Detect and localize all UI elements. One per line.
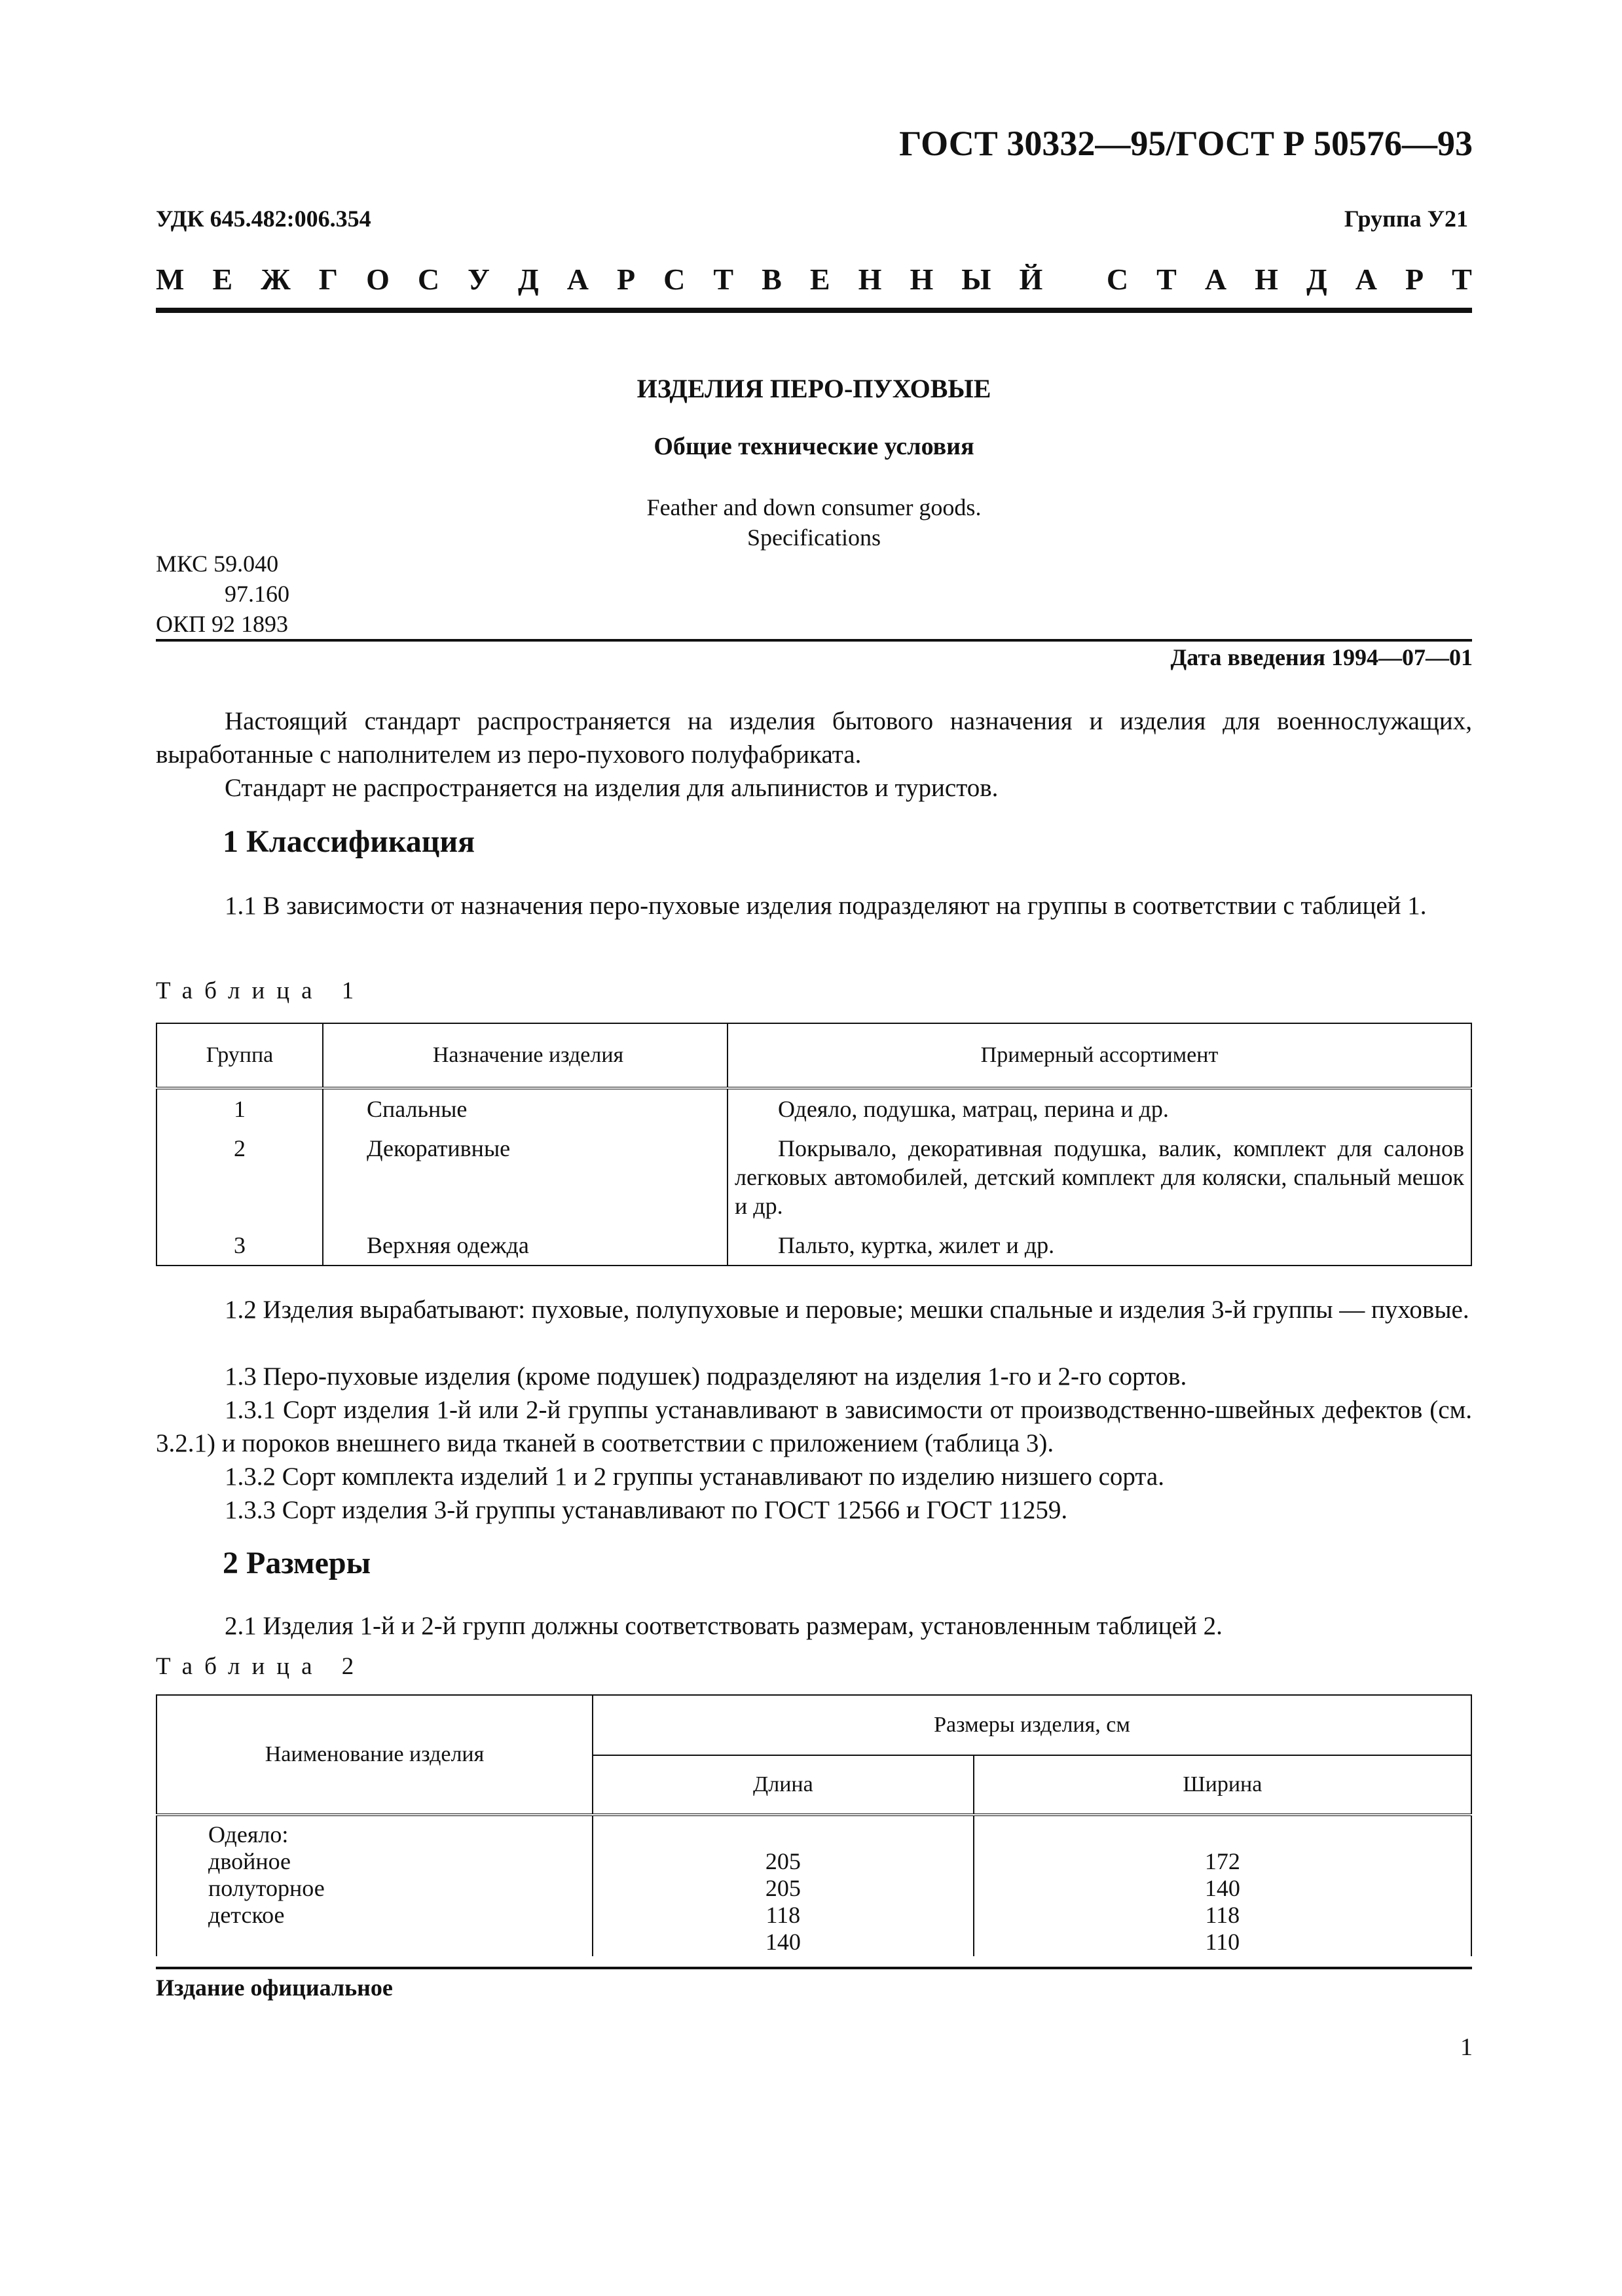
width-value: 110: [1205, 1929, 1240, 1955]
mks-code: 97.160: [225, 581, 289, 607]
banner-rule: [156, 308, 1472, 313]
table-header-cell: Длина: [593, 1755, 974, 1815]
paragraph-1-3-1: 1.3.1 Сорт изделия 1-й или 2-й группы устанавливают в зависимости от производственно-швейных дефектов (см. 3.2.1) и пороков внешнего вида тканей в соответствии с приложением (таблица 3).: [156, 1396, 1472, 1457]
group-code: Группа У21: [1344, 206, 1468, 232]
banner-letter: Т: [713, 263, 734, 296]
paragraph-1-3: 1.3 Перо-пуховые изделия (кроме подушек) подразделяют на изделия 1-го и 2-го сортов.: [225, 1362, 1187, 1391]
banner-letter: С: [417, 263, 440, 296]
banner-letter: Й: [1019, 263, 1043, 296]
table-cell: Одеяло, подушка, матрац, перина и др.: [728, 1088, 1471, 1129]
width-value: 172: [1204, 1848, 1240, 1874]
udk-code: УДК 645.482:006.354: [156, 206, 371, 232]
banner-letter: Е: [809, 263, 830, 296]
table-row: [157, 1088, 1471, 1129]
table-header-row: [157, 1695, 1471, 1755]
item-name: двойное: [208, 1848, 291, 1874]
width-value: [975, 1821, 1470, 1848]
banner-letter: Ы: [961, 263, 991, 296]
length-value: 205: [765, 1848, 801, 1874]
table-cell: Декоративные: [323, 1129, 728, 1226]
banner-letter: А: [1355, 263, 1377, 296]
item-name: полуторное: [208, 1875, 325, 1901]
table-cell: Верхняя одежда: [323, 1226, 728, 1266]
banner-letter: Т: [1156, 263, 1177, 296]
table-header-cell: Наименование изделия: [157, 1695, 593, 1815]
table-label: Таблица 2: [156, 1653, 366, 1680]
banner-letter: Р: [616, 263, 636, 296]
page-number: 1: [1460, 2033, 1473, 2061]
table-header-cell: Размеры изделия, см: [593, 1695, 1471, 1755]
length-value: 140: [765, 1929, 801, 1955]
intro-paragraph: Стандарт не распространяется на изделия для альпинистов и туристов.: [225, 774, 999, 802]
banner-letter: Н: [910, 263, 934, 296]
banner-letter: Ж: [261, 263, 291, 296]
length-value: 118: [765, 1902, 801, 1928]
table-cell: [157, 1815, 593, 1956]
width-value: 118: [1205, 1902, 1240, 1928]
section-heading: 1 Классификация: [223, 824, 475, 859]
table-row: [157, 1815, 1471, 1956]
intro-paragraph: Настоящий стандарт распространяется на изделия бытового назначения и изделия для военнослужащих, выработанные с наполнителем из перо-пухового полуфабриката.: [156, 707, 1472, 769]
banner-letter: А: [566, 263, 589, 296]
banner-letter: А: [1204, 263, 1227, 296]
table-cell: 3: [157, 1226, 323, 1266]
document-title: ИЗДЕЛИЯ ПЕРО-ПУХОВЫЕ: [636, 374, 991, 403]
banner-letter: В: [762, 263, 782, 296]
width-value: 140: [1204, 1875, 1240, 1901]
table-label: Таблица 1: [156, 977, 366, 1004]
footer-rule: [156, 1967, 1472, 1969]
table-1: [156, 1023, 1472, 1266]
paragraph-1-3-3: 1.3.3 Сорт изделия 3-й группы устанавливают по ГОСТ 12566 и ГОСТ 11259.: [225, 1496, 1068, 1524]
standard-banner: [156, 262, 1472, 297]
banner-letter: Д: [1306, 263, 1327, 296]
banner-letter: С: [1106, 263, 1129, 296]
table-cell: 2: [157, 1129, 323, 1226]
paragraph-1-1: 1.1 В зависимости от назначения перо-пуховые изделия подразделяют на группы в соответствии с таблицей 1.: [225, 892, 1427, 920]
banner-letter: О: [366, 263, 390, 296]
table-cell: [974, 1815, 1471, 1956]
english-title-line: Specifications: [747, 524, 881, 551]
document-subtitle: Общие технические условия: [654, 433, 974, 460]
banner-letter: Г: [318, 263, 339, 296]
paragraph-1-3-2: 1.3.2 Сорт комплекта изделий 1 и 2 группы устанавливают по изделию низшего сорта.: [225, 1463, 1164, 1491]
banner-letter: С: [663, 263, 686, 296]
table-cell: Спальные: [323, 1088, 728, 1129]
edition-label: Издание официальное: [156, 1975, 393, 2001]
table-header-cell: Группа: [157, 1023, 323, 1088]
table-header-cell: Назначение изделия: [323, 1023, 728, 1088]
english-title-line: Feather and down consumer goods.: [646, 494, 982, 520]
item-name: детское: [208, 1902, 285, 1928]
banner-letter: М: [156, 263, 185, 296]
table-header-cell: Ширина: [974, 1755, 1471, 1815]
item-name: [208, 1929, 591, 1956]
banner-letter: Д: [517, 263, 539, 296]
table-header-row: [157, 1023, 1471, 1088]
mks-code: МКС 59.040: [156, 551, 279, 577]
table-cell: Пальто, куртка, жилет и др.: [728, 1226, 1471, 1266]
classification-codes: [156, 549, 289, 639]
banner-letter: Е: [212, 263, 233, 296]
english-title: [156, 492, 1472, 553]
introduction-date: Дата введения 1994—07—01: [1170, 644, 1473, 670]
length-value: 205: [765, 1875, 801, 1901]
section-heading: 2 Размеры: [223, 1546, 371, 1580]
banner-letter: Р: [1405, 263, 1424, 296]
banner-letter: Н: [1255, 263, 1278, 296]
banner-letter: У: [468, 263, 490, 296]
banner-letter: Т: [1452, 263, 1472, 296]
length-value: [594, 1821, 972, 1848]
table-cell: [593, 1815, 974, 1956]
paragraph-2-1: 2.1 Изделия 1-й и 2-й групп должны соответствовать размерам, установленным таблицей 2.: [225, 1612, 1223, 1640]
banner-letter: Н: [858, 263, 882, 296]
table-2: [156, 1694, 1472, 1956]
paragraph-1-2: 1.2 Изделия вырабатывают: пуховые, полупуховые и перовые; мешки спальные и изделия 3-й группы — пуховые.: [225, 1296, 1469, 1324]
codes-rule: [156, 639, 1472, 642]
table-cell: Покрывало, декоративная подушка, валик, комплект для салонов легковых автомобилей, детский комплект для коляски, спальный мешок и др.: [728, 1129, 1471, 1226]
banner-gap: [1071, 262, 1078, 297]
okp-code: ОКП 92 1893: [156, 611, 289, 637]
gost-number: ГОСТ 30332—95/ГОСТ Р 50576—93: [899, 124, 1473, 163]
table-header-cell: Примерный ассортимент: [728, 1023, 1471, 1088]
table-cell: 1: [157, 1088, 323, 1129]
table-row: [157, 1226, 1471, 1266]
item-name: Одеяло:: [208, 1821, 289, 1848]
table-row: [157, 1129, 1471, 1226]
